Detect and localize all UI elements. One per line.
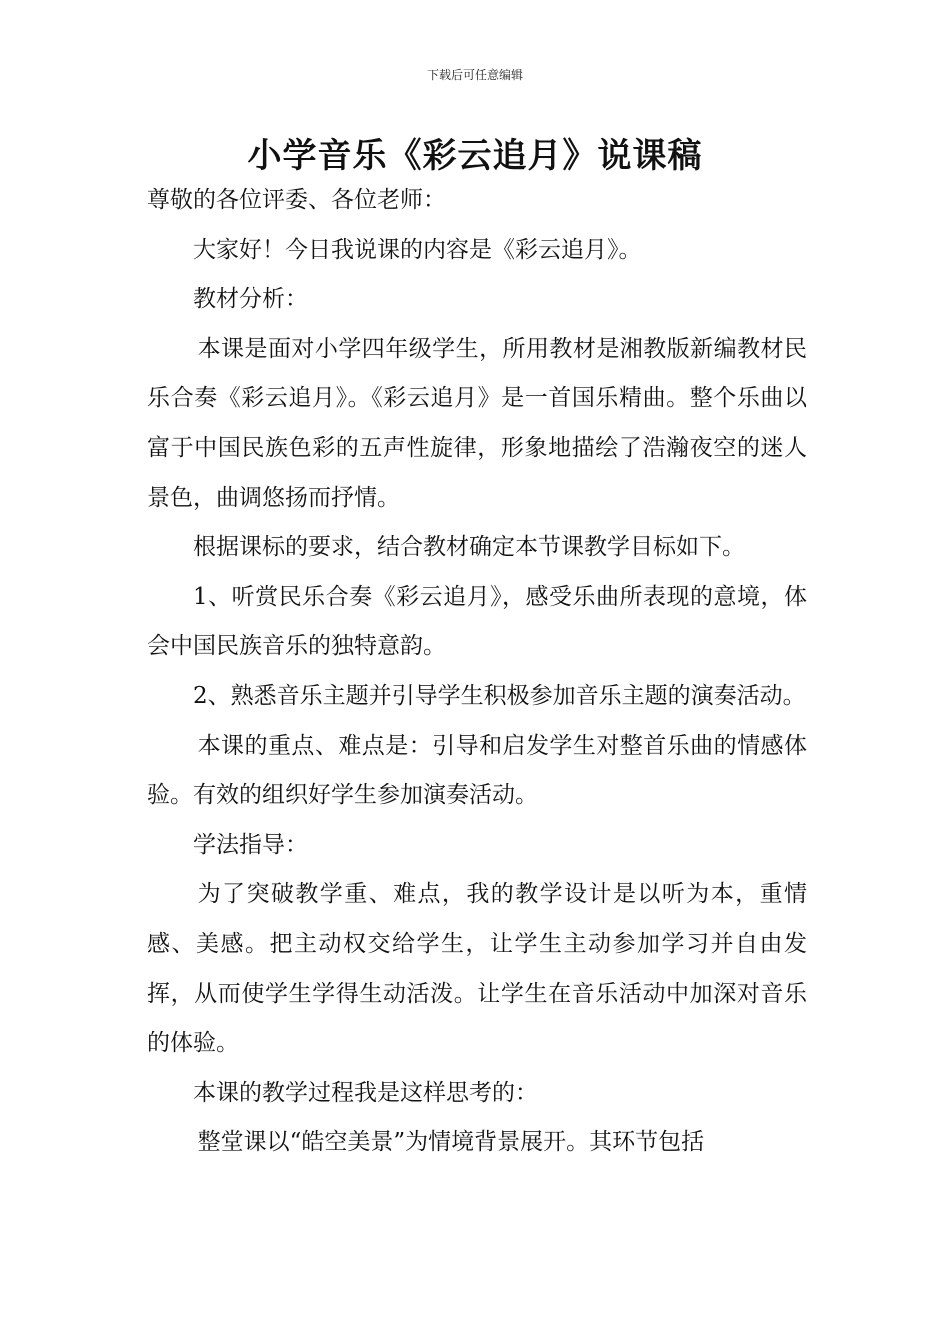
material-analysis-paragraph: 本课是面对小学四年级学生，所用教材是湘教版新编教材民乐合奏《彩云追月》。《彩云追月》是一首国乐精曲。整个乐曲以富于中国民族色彩的五声性旋律，形象地描绘了浩瀚夜空的迷人景色，曲调悠扬而抒情。 <box>147 335 807 511</box>
section-heading-study-guidance: 学法指导： <box>193 831 308 858</box>
key-points-paragraph: 本课的重点、难点是：引导和启发学生对整首乐曲的情感体验。有效的组织好学生参加演奏活动。 <box>147 732 807 809</box>
document-title: 小学音乐《彩云追月》说课稿 <box>247 136 703 176</box>
study-guidance-paragraph: 为了突破教学重、难点，我的教学设计是以听为本，重情感、美感。把主动权交给学生，让学生主动参加学习并自由发挥，从而使学生学得生动活泼。让学生在音乐活动中加深对音乐的体验。 <box>147 881 807 1057</box>
process-intro-paragraph: 本课的教学过程我是这样思考的： <box>193 1079 538 1106</box>
process-paragraph: 整堂课以“皓空美景”为情境背景展开。其环节包括 <box>197 1129 705 1156</box>
section-heading-material-analysis: 教材分析： <box>193 286 308 313</box>
document-body <box>147 176 807 1168</box>
greeting-paragraph: 尊敬的各位评委、各位老师： <box>147 187 446 213</box>
header-note: 下载后可任意编辑 <box>426 68 523 82</box>
objective-item-2: 2、熟悉音乐主题并引导学生积极参加音乐主题的演奏活动。 <box>193 682 806 709</box>
objectives-intro-paragraph: 根据课标的要求，结合教材确定本节课教学目标如下。 <box>193 534 745 561</box>
intro-paragraph: 大家好！今日我说课的内容是《彩云追月》。 <box>193 236 642 263</box>
objective-item-1: 1、听赏民乐合奏《彩云追月》，感受乐曲所表现的意境，体会中国民族音乐的独特意韵。 <box>147 583 807 660</box>
